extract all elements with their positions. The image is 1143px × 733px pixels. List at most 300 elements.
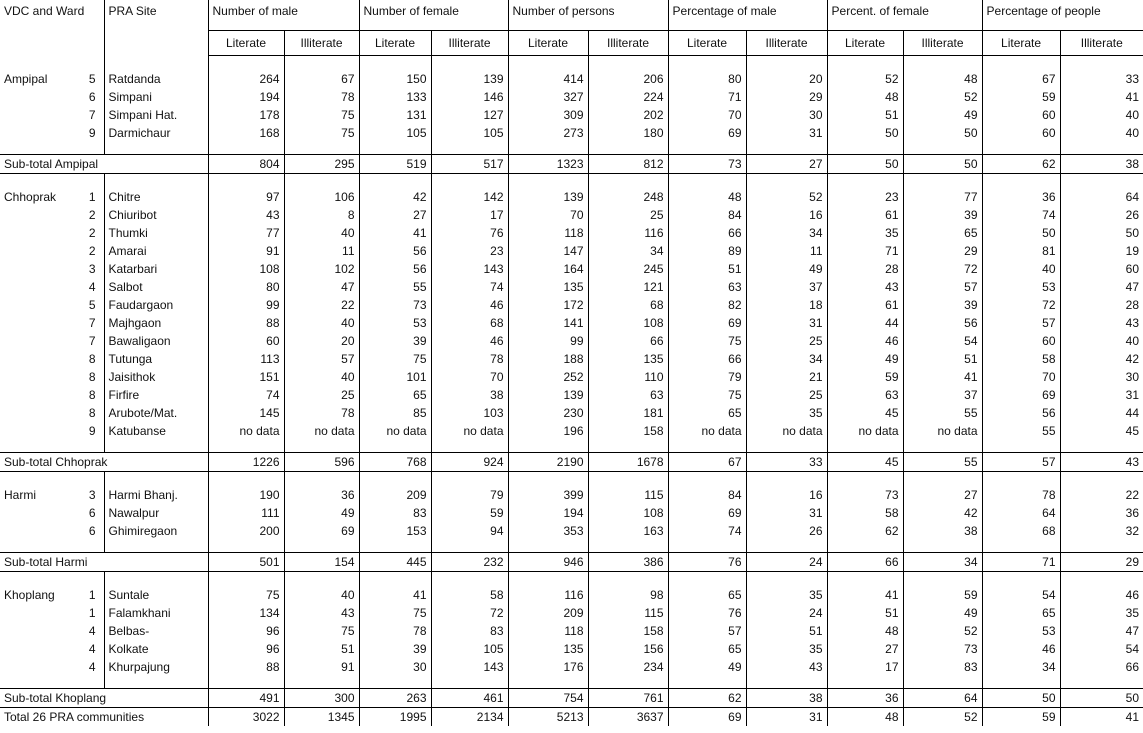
- data-cell: 38: [903, 522, 982, 553]
- data-cell: no data: [431, 422, 508, 453]
- pra-site-name: Belbas-: [104, 622, 208, 640]
- data-cell: 52: [903, 622, 982, 640]
- data-cell: 39: [359, 332, 431, 350]
- data-cell: 309: [508, 106, 588, 124]
- data-cell: 60: [208, 332, 284, 350]
- data-cell: 17: [431, 206, 508, 224]
- total-cell: 31: [746, 708, 827, 727]
- data-cell: 196: [508, 422, 588, 453]
- data-cell: 101: [359, 368, 431, 386]
- data-cell: 110: [588, 368, 668, 386]
- data-cell: 209: [359, 472, 431, 505]
- total-cell: 2134: [431, 708, 508, 727]
- data-cell: 234: [588, 658, 668, 689]
- ward-number: 6: [88, 524, 96, 538]
- data-cell: 27: [903, 472, 982, 505]
- data-cell: 69: [982, 386, 1060, 404]
- subtotal-cell: 154: [284, 553, 359, 572]
- subtotal-cell: 804: [208, 155, 284, 174]
- data-cell: 65: [668, 404, 746, 422]
- subtotal-cell: 55: [903, 453, 982, 472]
- ward-number: 3: [88, 488, 96, 502]
- data-cell: 172: [508, 296, 588, 314]
- data-cell: 43: [746, 658, 827, 689]
- subtotal-cell: 295: [284, 155, 359, 174]
- pra-site-name: Katubanse: [104, 422, 208, 453]
- data-cell: 75: [284, 124, 359, 155]
- subheader-illiterate: Illiterate: [431, 31, 508, 56]
- data-cell: 94: [431, 522, 508, 553]
- data-cell: 43: [284, 604, 359, 622]
- subtotal-row: [0, 553, 1143, 572]
- header-group-pct-female: Percent. of female: [827, 0, 982, 31]
- table-row: [0, 604, 1143, 622]
- subtotal-cell: 1226: [208, 453, 284, 472]
- data-cell: 74: [668, 522, 746, 553]
- subheader-literate: Literate: [668, 31, 746, 56]
- data-cell: 35: [1060, 604, 1143, 622]
- pra-site-name: Chiuribot: [104, 206, 208, 224]
- data-cell: 60: [982, 332, 1060, 350]
- ward-number: 5: [88, 71, 96, 86]
- subtotal-cell: 924: [431, 453, 508, 472]
- data-cell: 139: [508, 174, 588, 207]
- pra-site-name: Harmi Bhanj.: [104, 472, 208, 505]
- subtotal-cell: 754: [508, 689, 588, 708]
- data-cell: 29: [903, 242, 982, 260]
- vdc-name: [0, 314, 66, 332]
- subtotal-cell: 2190: [508, 453, 588, 472]
- data-cell: 96: [208, 640, 284, 658]
- subtotal-cell: 67: [668, 453, 746, 472]
- subtotal-row: [0, 689, 1143, 708]
- table-row: [0, 622, 1143, 640]
- data-cell: 105: [431, 640, 508, 658]
- data-cell: 99: [208, 296, 284, 314]
- data-cell: 178: [208, 106, 284, 124]
- data-cell: 22: [1060, 472, 1143, 505]
- data-cell: 34: [746, 224, 827, 242]
- data-cell: 31: [746, 124, 827, 155]
- subtotal-cell: 66: [827, 553, 903, 572]
- data-cell: 34: [588, 242, 668, 260]
- vdc-name: [0, 332, 66, 350]
- data-cell: 43: [827, 278, 903, 296]
- data-cell: 75: [284, 106, 359, 124]
- data-cell: 40: [284, 224, 359, 242]
- pra-site-name: Khurpajung: [104, 658, 208, 689]
- data-cell: 45: [1060, 422, 1143, 453]
- total-cell: 69: [668, 708, 746, 727]
- data-cell: 43: [1060, 314, 1143, 332]
- ward-number: 4: [88, 660, 96, 674]
- data-cell: 20: [284, 332, 359, 350]
- data-cell: 39: [359, 640, 431, 658]
- subheader-literate: Literate: [982, 31, 1060, 56]
- table-row: [0, 504, 1143, 522]
- subtotal-cell: 946: [508, 553, 588, 572]
- pra-site-name: Salbot: [104, 278, 208, 296]
- data-cell: 158: [588, 622, 668, 640]
- data-cell: 91: [284, 658, 359, 689]
- data-cell: 108: [588, 314, 668, 332]
- data-cell: 194: [208, 88, 284, 106]
- data-cell: 73: [827, 472, 903, 505]
- data-cell: no data: [208, 422, 284, 453]
- data-cell: 40: [1060, 332, 1143, 350]
- ward-number: 8: [88, 388, 96, 402]
- data-cell: 248: [588, 174, 668, 207]
- vdc-name: [0, 504, 66, 522]
- data-cell: 46: [827, 332, 903, 350]
- data-cell: 181: [588, 404, 668, 422]
- data-cell: 41: [827, 572, 903, 605]
- data-cell: 45: [827, 404, 903, 422]
- ward-number: 7: [88, 334, 96, 348]
- data-cell: 28: [1060, 296, 1143, 314]
- subtotal-cell: 50: [903, 155, 982, 174]
- data-cell: 60: [1060, 260, 1143, 278]
- pra-site-name: Amarai: [104, 242, 208, 260]
- data-cell: 58: [431, 572, 508, 605]
- data-cell: 135: [508, 640, 588, 658]
- data-cell: 67: [284, 56, 359, 89]
- pra-site-name: Ratdanda: [104, 56, 208, 89]
- data-cell: 74: [431, 278, 508, 296]
- subheader-illiterate: Illiterate: [588, 31, 668, 56]
- data-cell: 57: [982, 314, 1060, 332]
- subtotal-cell: 43: [1060, 453, 1143, 472]
- data-cell: 36: [982, 174, 1060, 207]
- data-cell: 34: [982, 658, 1060, 689]
- data-cell: 31: [1060, 386, 1143, 404]
- data-cell: 49: [903, 604, 982, 622]
- subtotal-cell: 263: [359, 689, 431, 708]
- total-cell: 59: [982, 708, 1060, 727]
- subtotal-cell: 768: [359, 453, 431, 472]
- data-cell: 57: [668, 622, 746, 640]
- data-cell: 62: [827, 522, 903, 553]
- data-cell: 56: [359, 242, 431, 260]
- data-cell: 98: [588, 572, 668, 605]
- data-cell: 55: [903, 404, 982, 422]
- data-cell: no data: [903, 422, 982, 453]
- data-cell: 18: [746, 296, 827, 314]
- data-cell: 59: [827, 368, 903, 386]
- subheader-literate: Literate: [508, 31, 588, 56]
- data-cell: 69: [668, 314, 746, 332]
- subtotal-cell: 491: [208, 689, 284, 708]
- data-cell: 36: [284, 472, 359, 505]
- vdc-name: Khoplang: [4, 588, 55, 602]
- table-row: [0, 278, 1143, 296]
- table-row: [0, 260, 1143, 278]
- data-cell: 56: [982, 404, 1060, 422]
- data-cell: 21: [746, 368, 827, 386]
- data-cell: 72: [903, 260, 982, 278]
- data-cell: 273: [508, 124, 588, 155]
- data-cell: 16: [746, 206, 827, 224]
- data-cell: 176: [508, 658, 588, 689]
- data-cell: 75: [359, 350, 431, 368]
- data-cell: 29: [746, 88, 827, 106]
- vdc-name: [0, 124, 66, 155]
- data-cell: 46: [431, 332, 508, 350]
- data-cell: 41: [359, 572, 431, 605]
- data-cell: 102: [284, 260, 359, 278]
- data-cell: 142: [431, 174, 508, 207]
- pra-site-name: Arubote/Mat.: [104, 404, 208, 422]
- data-cell: 59: [903, 572, 982, 605]
- data-cell: 327: [508, 88, 588, 106]
- data-cell: 65: [903, 224, 982, 242]
- data-cell: 41: [1060, 88, 1143, 106]
- data-cell: 51: [827, 106, 903, 124]
- vdc-name: [0, 88, 66, 106]
- table-row: [0, 242, 1143, 260]
- vdc-name: [0, 622, 66, 640]
- table-row: [0, 332, 1143, 350]
- data-cell: 58: [982, 350, 1060, 368]
- data-cell: 64: [982, 504, 1060, 522]
- data-cell: 78: [284, 404, 359, 422]
- data-cell: 31: [746, 504, 827, 522]
- data-cell: 51: [827, 604, 903, 622]
- data-cell: 134: [208, 604, 284, 622]
- data-cell: 116: [588, 224, 668, 242]
- data-cell: 224: [588, 88, 668, 106]
- total-cell: 52: [903, 708, 982, 727]
- total-cell: 41: [1060, 708, 1143, 727]
- data-cell: 188: [508, 350, 588, 368]
- data-cell: 143: [431, 658, 508, 689]
- data-cell: 46: [431, 296, 508, 314]
- subheader-literate: Literate: [208, 31, 284, 56]
- data-cell: 32: [1060, 522, 1143, 553]
- table-row: [0, 472, 1143, 505]
- subheader-illiterate: Illiterate: [746, 31, 827, 56]
- data-cell: 88: [208, 314, 284, 332]
- data-cell: 135: [588, 350, 668, 368]
- header-pra-site: PRA Site: [104, 0, 208, 56]
- data-cell: 80: [208, 278, 284, 296]
- subtotal-cell: 761: [588, 689, 668, 708]
- data-cell: 141: [508, 314, 588, 332]
- pra-site-name: Thumki: [104, 224, 208, 242]
- data-cell: 252: [508, 368, 588, 386]
- ward-number: 9: [88, 126, 96, 140]
- data-cell: 69: [668, 504, 746, 522]
- data-cell: 115: [588, 472, 668, 505]
- vdc-name: [0, 278, 66, 296]
- data-cell: 34: [746, 350, 827, 368]
- data-cell: 146: [431, 88, 508, 106]
- total-cell: 3637: [588, 708, 668, 727]
- data-cell: no data: [284, 422, 359, 453]
- table-row: [0, 404, 1143, 422]
- data-cell: 65: [668, 640, 746, 658]
- data-cell: 75: [359, 604, 431, 622]
- data-cell: 30: [1060, 368, 1143, 386]
- data-cell: 66: [1060, 658, 1143, 689]
- data-cell: 200: [208, 522, 284, 553]
- vdc-name: [0, 206, 66, 224]
- subtotal-cell: 50: [982, 689, 1060, 708]
- data-cell: 105: [359, 124, 431, 155]
- subtotal-cell: 24: [746, 553, 827, 572]
- data-cell: 145: [208, 404, 284, 422]
- ward-number: 7: [88, 108, 96, 122]
- data-cell: 113: [208, 350, 284, 368]
- data-cell: 61: [827, 296, 903, 314]
- ward-number: 2: [88, 244, 96, 258]
- ward-number: 1: [88, 588, 96, 602]
- data-cell: 77: [208, 224, 284, 242]
- table-row: [0, 106, 1143, 124]
- ward-number: 1: [88, 190, 96, 204]
- data-cell: 54: [982, 572, 1060, 605]
- data-cell: 79: [668, 368, 746, 386]
- table-row: [0, 640, 1143, 658]
- data-cell: 35: [827, 224, 903, 242]
- total-label: Total 26 PRA communities: [0, 708, 208, 727]
- data-cell: 96: [208, 622, 284, 640]
- table-row: [0, 368, 1143, 386]
- pra-site-name: Katarbari: [104, 260, 208, 278]
- data-cell: 20: [746, 56, 827, 89]
- data-cell: 56: [903, 314, 982, 332]
- data-cell: 70: [668, 106, 746, 124]
- pra-site-name: Majhgaon: [104, 314, 208, 332]
- data-cell: 40: [284, 368, 359, 386]
- total-cell: 1345: [284, 708, 359, 727]
- data-cell: 30: [359, 658, 431, 689]
- data-cell: 30: [746, 106, 827, 124]
- data-cell: 139: [431, 56, 508, 89]
- data-cell: 72: [431, 604, 508, 622]
- data-cell: 150: [359, 56, 431, 89]
- header-vdc-ward: VDC and Ward: [4, 4, 85, 18]
- data-cell: 399: [508, 472, 588, 505]
- data-cell: 99: [508, 332, 588, 350]
- data-cell: 66: [668, 224, 746, 242]
- data-cell: 49: [903, 106, 982, 124]
- data-cell: 40: [1060, 106, 1143, 124]
- data-cell: 83: [903, 658, 982, 689]
- data-cell: 55: [982, 422, 1060, 453]
- data-cell: 48: [827, 622, 903, 640]
- data-cell: 48: [903, 56, 982, 89]
- data-cell: 42: [1060, 350, 1143, 368]
- data-cell: 28: [827, 260, 903, 278]
- data-cell: 80: [668, 56, 746, 89]
- data-cell: 25: [284, 386, 359, 404]
- data-cell: 89: [668, 242, 746, 260]
- data-cell: 60: [982, 106, 1060, 124]
- data-cell: 49: [746, 260, 827, 278]
- subtotal-cell: 57: [982, 453, 1060, 472]
- subtotal-cell: 232: [431, 553, 508, 572]
- data-cell: 49: [827, 350, 903, 368]
- data-cell: 180: [588, 124, 668, 155]
- data-cell: 68: [431, 314, 508, 332]
- header-group-female: Number of female: [359, 0, 508, 31]
- data-cell: 69: [668, 124, 746, 155]
- data-cell: 71: [827, 242, 903, 260]
- data-cell: 168: [208, 124, 284, 155]
- subtotal-cell: 501: [208, 553, 284, 572]
- subtotal-label: Sub-total Ampipal: [0, 155, 208, 174]
- pra-site-name: Darmichaur: [104, 124, 208, 155]
- table-row: [0, 386, 1143, 404]
- data-cell: 35: [746, 640, 827, 658]
- data-cell: 40: [1060, 124, 1143, 155]
- subtotal-cell: 73: [668, 155, 746, 174]
- pra-site-name: Falamkhani: [104, 604, 208, 622]
- data-cell: 69: [284, 522, 359, 553]
- data-cell: 51: [668, 260, 746, 278]
- data-cell: 73: [903, 640, 982, 658]
- pra-site-name: Suntale: [104, 572, 208, 605]
- data-cell: 153: [359, 522, 431, 553]
- subtotal-cell: 1678: [588, 453, 668, 472]
- data-cell: 42: [359, 174, 431, 207]
- data-cell: 31: [746, 314, 827, 332]
- data-cell: 75: [284, 622, 359, 640]
- data-cell: 116: [508, 572, 588, 605]
- data-cell: 65: [359, 386, 431, 404]
- data-cell: 39: [903, 206, 982, 224]
- table-row: [0, 296, 1143, 314]
- data-cell: 36: [1060, 504, 1143, 522]
- subtotal-cell: 812: [588, 155, 668, 174]
- total-cell: 3022: [208, 708, 284, 727]
- ward-number: 9: [88, 424, 96, 438]
- data-cell: 41: [359, 224, 431, 242]
- data-cell: 50: [903, 124, 982, 155]
- ward-number: 8: [88, 406, 96, 420]
- pra-site-name: Faudargaon: [104, 296, 208, 314]
- data-cell: 264: [208, 56, 284, 89]
- data-cell: 81: [982, 242, 1060, 260]
- data-cell: 51: [284, 640, 359, 658]
- data-cell: no data: [827, 422, 903, 453]
- data-cell: 53: [982, 622, 1060, 640]
- data-cell: 75: [668, 332, 746, 350]
- data-cell: 39: [903, 296, 982, 314]
- data-cell: 164: [508, 260, 588, 278]
- data-cell: 46: [982, 640, 1060, 658]
- data-cell: 50: [982, 224, 1060, 242]
- data-cell: 66: [668, 350, 746, 368]
- data-cell: 77: [903, 174, 982, 207]
- data-cell: 68: [588, 296, 668, 314]
- data-cell: 40: [982, 260, 1060, 278]
- data-cell: 143: [431, 260, 508, 278]
- data-cell: 84: [668, 206, 746, 224]
- data-cell: 43: [208, 206, 284, 224]
- vdc-name: [0, 224, 66, 242]
- table-row: [0, 56, 1143, 89]
- data-cell: 79: [431, 472, 508, 505]
- data-cell: 414: [508, 56, 588, 89]
- subheader-illiterate: Illiterate: [1060, 31, 1143, 56]
- table-row: [0, 422, 1143, 453]
- vdc-name: [0, 368, 66, 386]
- pra-site-name: Tutunga: [104, 350, 208, 368]
- data-cell: 59: [431, 504, 508, 522]
- subtotal-row: [0, 155, 1143, 174]
